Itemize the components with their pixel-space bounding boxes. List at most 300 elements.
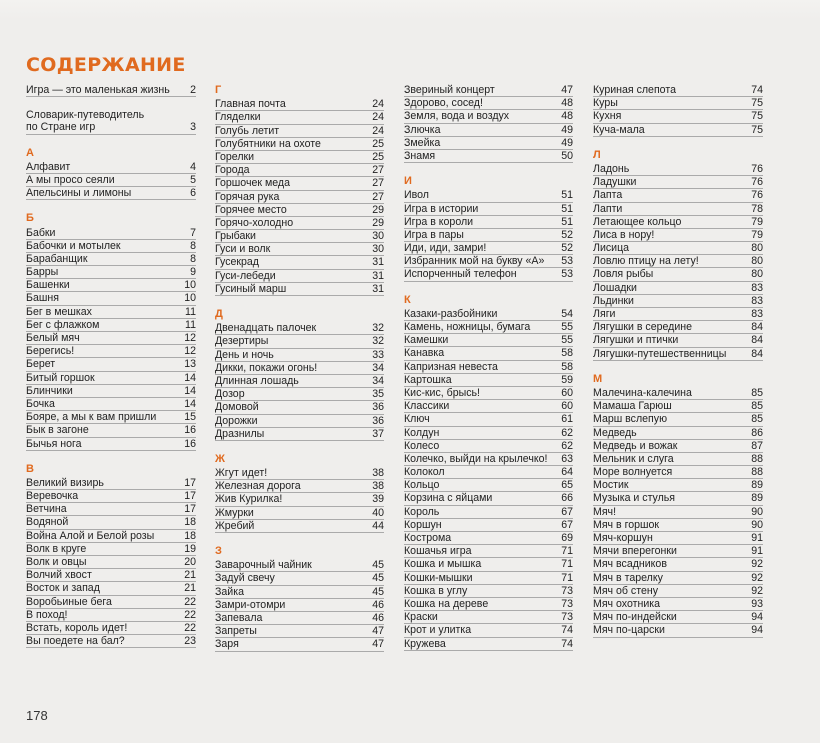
toc-entry	[593, 189, 763, 202]
entry-page: 74	[751, 84, 763, 96]
entry-page: 21	[184, 582, 196, 595]
toc-section	[26, 463, 196, 649]
toc-entry	[404, 387, 573, 400]
entry-page: 8	[190, 252, 196, 265]
entry-page: 51	[561, 202, 573, 215]
section-letter: А	[26, 146, 34, 159]
toc-entry	[26, 503, 196, 516]
entry-title: Железная дорога	[215, 480, 301, 493]
entry-page: 24	[372, 98, 384, 111]
entry-title: Колечко, выйди на крылечко!	[404, 452, 548, 465]
toc-section	[593, 84, 763, 137]
entry-title: Зайка	[215, 585, 244, 598]
entry-page: 71	[561, 558, 573, 571]
entry-title: Дозор	[215, 388, 245, 401]
entry-title: Барры	[26, 266, 59, 279]
entry-page: 22	[184, 621, 196, 634]
toc-section	[26, 212, 196, 450]
entry-title: Кошка на дереве	[404, 597, 489, 610]
entry-title: Волчий хвост	[26, 569, 92, 582]
entry-page: 47	[372, 638, 384, 651]
entry-title: по Стране игр	[26, 121, 96, 134]
entry-title: Города	[215, 164, 250, 177]
entry-title: Кошка в углу	[404, 584, 468, 597]
entry-title: Встать, король идет!	[26, 621, 128, 634]
entry-page: 8	[190, 239, 196, 252]
toc-entry	[593, 572, 763, 585]
section-letter: В	[26, 462, 34, 475]
entry-title: Блинчики	[26, 384, 73, 397]
entry-title: Дикки, покажи огонь!	[215, 361, 318, 374]
toc-entry	[215, 507, 384, 520]
entry-title: Гуси и волк	[215, 243, 271, 256]
entry-page: 4	[190, 160, 196, 173]
toc-entry	[215, 388, 384, 401]
entry-title: Голубь летит	[215, 124, 280, 137]
toc-entry	[593, 242, 763, 255]
toc-entry	[404, 479, 573, 492]
toc-entry	[593, 334, 763, 347]
toc-entry	[26, 543, 196, 556]
entry-page: 75	[751, 110, 763, 123]
entry-page: 65	[561, 479, 573, 492]
toc-entry	[593, 97, 763, 110]
entry-title: Великий визирь	[26, 476, 104, 489]
toc-entry	[593, 585, 763, 598]
entry-title: Казаки-разбойники	[404, 307, 498, 320]
entry-title: Ловля рыбы	[593, 268, 654, 281]
toc-section	[593, 149, 763, 361]
entry-page: 69	[561, 532, 573, 544]
section-letter: Л	[593, 148, 601, 161]
entry-page: 80	[751, 242, 763, 255]
section-letter: З	[215, 545, 222, 557]
toc-entry	[593, 203, 763, 216]
entry-title: Мяч по-царски	[593, 624, 665, 637]
entry-title: Знамя	[404, 149, 436, 162]
entry-page: 12	[184, 345, 196, 358]
entry-title: Здорово, сосед!	[404, 97, 483, 110]
entry-page: 14	[184, 397, 196, 410]
toc-entry	[404, 545, 573, 558]
entry-page: 88	[751, 452, 763, 465]
entry-title: Коршун	[404, 518, 442, 531]
entry-title: Камешки	[404, 334, 449, 347]
entry-title: Вы поедете на бал?	[26, 635, 125, 648]
toc-entry	[215, 230, 384, 243]
entry-title: Дразнилы	[215, 427, 265, 440]
entry-title: Корзина с яйцами	[404, 492, 493, 505]
entry-title: Кошачья игра	[404, 545, 472, 558]
entry-title: Гляделки	[215, 111, 261, 124]
section-letter: И	[404, 175, 412, 188]
entry-page: 89	[751, 479, 763, 492]
entry-page: 67	[561, 518, 573, 531]
entry-page: 83	[751, 294, 763, 307]
toc-entry	[593, 466, 763, 479]
entry-page: 75	[751, 97, 763, 110]
entry-title: Мяч!	[593, 505, 617, 518]
toc-entry	[404, 427, 573, 440]
entry-title: Летающее кольцо	[593, 215, 682, 228]
entry-title: Домовой	[215, 401, 259, 414]
entry-page: 49	[561, 136, 573, 149]
entry-page: 93	[751, 597, 763, 610]
entry-page: 14	[184, 384, 196, 397]
toc-entry	[593, 216, 763, 229]
entry-title: Лягушки в середине	[593, 321, 692, 334]
entry-title: Заря	[215, 638, 239, 651]
toc-entry	[404, 598, 573, 611]
entry-title: Колокол	[404, 466, 445, 479]
section-letter: Д	[215, 308, 223, 320]
entry-title: Игра в истории	[404, 202, 479, 215]
entry-title: Лапта	[593, 189, 623, 202]
entry-title: Марш вслепую	[593, 413, 668, 426]
toc-entry	[26, 424, 196, 437]
toc-entry	[404, 638, 573, 651]
toc-entry	[593, 255, 763, 268]
toc-entry	[215, 428, 384, 441]
toc-entry	[26, 398, 196, 411]
entry-page: 51	[561, 189, 573, 202]
toc-entry	[404, 216, 573, 229]
entry-title: Игра — это маленькая жизнь	[26, 84, 170, 96]
entry-title: Волк в круге	[26, 542, 87, 555]
entry-title: Избранник мой на букву «А»	[404, 255, 545, 268]
entry-page: 58	[561, 360, 573, 373]
entry-page: 24	[372, 124, 384, 137]
entry-page: 11	[185, 318, 196, 331]
entry-title: Жмурки	[215, 506, 254, 519]
entry-page: 25	[372, 150, 384, 163]
toc-section	[215, 84, 384, 296]
toc-entry	[404, 268, 573, 281]
toc-entry	[215, 625, 384, 638]
toc-entry	[215, 493, 384, 506]
toc-entry	[26, 332, 196, 345]
entry-page: 14	[184, 371, 196, 384]
entry-title: Ловлю птицу на лету!	[593, 255, 699, 268]
toc-entry	[593, 308, 763, 321]
entry-page: 36	[372, 401, 384, 414]
entry-title: Мамаша Гарюш	[593, 400, 672, 413]
entry-page: 55	[561, 321, 573, 333]
entry-page: 66	[561, 492, 573, 505]
entry-page: 76	[751, 176, 763, 189]
entry-page: 22	[184, 595, 196, 608]
entry-title: Задуй свечу	[215, 572, 275, 585]
toc-entry	[593, 413, 763, 426]
entry-page: 54	[561, 307, 573, 320]
toc-entry	[26, 556, 196, 569]
toc-entry	[215, 480, 384, 493]
entry-title: Горячо-холодно	[215, 216, 294, 229]
toc-entry	[215, 375, 384, 388]
entry-page: 90	[751, 518, 763, 531]
toc-entry	[26, 385, 196, 398]
toc-entry	[593, 427, 763, 440]
entry-page: 38	[372, 467, 384, 480]
entry-title: Малечина-калечина	[593, 386, 692, 399]
entry-title: Капризная невеста	[404, 360, 498, 373]
toc-entry	[215, 322, 384, 335]
toc-entry	[26, 187, 196, 200]
entry-page: 84	[751, 334, 763, 347]
entry-page: 10	[184, 292, 196, 305]
entry-title: Кошки-мышки	[404, 571, 473, 584]
toc-entry	[404, 492, 573, 505]
entry-page: 34	[372, 361, 384, 374]
entry-title: В поход!	[26, 608, 68, 621]
entry-page: 29	[372, 216, 384, 229]
entry-title: Кострома	[404, 532, 452, 544]
toc-entry	[404, 347, 573, 360]
entry-page: 49	[561, 123, 573, 136]
entry-title: Гусиный марш	[215, 282, 287, 295]
entry-page: 18	[184, 516, 196, 529]
entry-page: 75	[751, 123, 763, 136]
entry-page: 31	[372, 269, 384, 282]
entry-title: Ладушки	[593, 176, 637, 189]
entry-title: Восток и запад	[26, 582, 100, 595]
toc-entry	[404, 532, 573, 545]
entry-page: 11	[185, 305, 196, 318]
entry-page: 31	[372, 256, 384, 269]
toc-entry	[593, 545, 763, 558]
entry-title: Канавка	[404, 347, 445, 360]
entry-page: 16	[184, 424, 196, 437]
entry-page: 83	[751, 308, 763, 320]
entry-title: Барабанщик	[26, 252, 88, 265]
entry-page: 45	[372, 559, 384, 572]
toc-entry	[404, 203, 573, 216]
entry-title: Горелки	[215, 150, 255, 163]
entry-page: 92	[751, 571, 763, 584]
entry-page: 78	[751, 202, 763, 215]
entry-title: Грыбаки	[215, 230, 256, 243]
toc-entry	[26, 109, 196, 134]
toc-entry	[404, 624, 573, 637]
section-letter: М	[593, 372, 603, 385]
toc-entry	[404, 229, 573, 242]
toc-entry	[404, 255, 573, 268]
entry-title: Медведь и вожак	[593, 439, 678, 452]
entry-page: 34	[372, 374, 384, 387]
toc-entry	[26, 161, 196, 174]
toc-entry	[404, 453, 573, 466]
toc-entry	[404, 413, 573, 426]
entry-page: 52	[561, 242, 573, 255]
entry-title: Мяч в горшок	[593, 518, 660, 531]
toc-entry	[215, 612, 384, 625]
toc-entry	[593, 282, 763, 295]
entry-page: 47	[561, 84, 573, 96]
toc-section	[215, 453, 384, 533]
toc-entry	[215, 520, 384, 533]
entry-title: Ладонь	[593, 162, 630, 175]
entry-page: 60	[561, 400, 573, 413]
entry-page: 88	[751, 466, 763, 479]
toc-entry	[215, 349, 384, 362]
toc-entry	[26, 266, 196, 279]
entry-title-line1: Словарик-путеводитель	[26, 109, 145, 122]
toc-entry	[593, 492, 763, 505]
entry-page: 74	[561, 624, 573, 637]
toc-entry	[26, 596, 196, 609]
entry-page: 30	[372, 230, 384, 243]
toc-entry	[26, 240, 196, 253]
entry-page: 10	[184, 279, 196, 292]
toc-entry	[404, 242, 573, 255]
toc-entry	[593, 532, 763, 545]
entry-page: 32	[372, 335, 384, 348]
toc-entry	[215, 98, 384, 111]
entry-page: 83	[751, 281, 763, 294]
entry-title: Гусекрад	[215, 256, 259, 269]
toc-entry	[404, 361, 573, 374]
entry-title: Кис-кис, брысь!	[404, 386, 480, 399]
toc-entry	[26, 411, 196, 424]
toc-entry	[26, 279, 196, 292]
entry-page: 79	[751, 228, 763, 241]
entry-page: 24	[372, 111, 384, 124]
entry-page: 53	[561, 255, 573, 268]
toc-entry	[26, 227, 196, 240]
entry-title: Кружева	[404, 637, 446, 650]
toc-entry	[593, 176, 763, 189]
toc-entry	[593, 348, 763, 361]
toc-entry	[404, 572, 573, 585]
entry-title: Дорожки	[215, 414, 258, 427]
entry-title: Главная почта	[215, 98, 286, 111]
toc-entry	[404, 321, 573, 334]
toc-entry	[215, 586, 384, 599]
entry-title: Ключ	[404, 413, 430, 426]
toc-entry	[26, 582, 196, 595]
entry-title: Волк и овцы	[26, 556, 87, 569]
entry-page: 73	[561, 597, 573, 610]
toc-entry	[26, 516, 196, 529]
entry-title: Картошка	[404, 373, 452, 386]
entry-title: Мяч охотника	[593, 597, 661, 610]
entry-page: 3	[190, 121, 196, 134]
entry-title: Игра в короли	[404, 215, 474, 228]
toc-entry	[404, 585, 573, 598]
entry-title: Башня	[26, 292, 59, 305]
entry-page: 27	[372, 177, 384, 190]
toc-entry	[593, 321, 763, 334]
entry-page: 20	[184, 556, 196, 569]
toc-section	[404, 294, 573, 651]
toc-entry	[26, 319, 196, 332]
entry-page: 85	[751, 386, 763, 399]
entry-title: Камень, ножницы, бумага	[404, 321, 531, 333]
toc-entry	[404, 189, 573, 202]
entry-title: Мяч по-индейски	[593, 611, 677, 624]
toc-column-1	[26, 84, 196, 648]
entry-title: Куриная слепота	[593, 84, 676, 96]
entry-title: Кольцо	[404, 479, 440, 492]
entry-title: Ивол	[404, 189, 429, 202]
toc-entry	[404, 506, 573, 519]
entry-page: 17	[184, 503, 196, 516]
toc-entry	[593, 519, 763, 532]
entry-page: 94	[751, 624, 763, 637]
entry-page: 40	[372, 506, 384, 519]
entry-title: Классики	[404, 400, 450, 413]
section-letter: Б	[26, 212, 34, 225]
entry-page: 86	[751, 426, 763, 439]
toc-section	[26, 147, 196, 201]
toc-entry	[215, 256, 384, 269]
toc-entry	[593, 558, 763, 571]
entry-page: 37	[372, 427, 384, 440]
entry-title: Бабки	[26, 226, 56, 239]
entry-page: 5	[190, 173, 196, 186]
toc-entry	[26, 84, 196, 97]
entry-page: 91	[751, 545, 763, 558]
toc-entry	[215, 362, 384, 375]
toc-section	[404, 175, 573, 282]
entry-page: 27	[372, 164, 384, 177]
entry-page: 85	[751, 413, 763, 426]
toc-entry	[215, 599, 384, 612]
toc-entry	[593, 479, 763, 492]
entry-page: 73	[561, 584, 573, 597]
toc-entry	[26, 477, 196, 490]
section-letter: Ж	[215, 452, 225, 465]
toc-entry	[404, 611, 573, 624]
toc-entry	[593, 84, 763, 97]
toc-entry	[404, 308, 573, 321]
entry-title: Апельсины и лимоны	[26, 187, 132, 200]
toc-entry	[593, 163, 763, 176]
toc-entry	[404, 97, 573, 110]
toc-entry	[26, 530, 196, 543]
toc-entry	[593, 598, 763, 611]
entry-page: 17	[184, 490, 196, 503]
toc-entry	[404, 400, 573, 413]
toc-entry	[404, 84, 573, 97]
entry-title: Алфавит	[26, 160, 71, 173]
entry-page: 45	[372, 585, 384, 598]
toc-section	[26, 109, 196, 134]
toc-entry	[215, 401, 384, 414]
entry-page: 79	[751, 215, 763, 228]
entry-title: Бычья нога	[26, 437, 82, 450]
entry-title: Гуси-лебеди	[215, 269, 276, 282]
entry-page: 46	[372, 611, 384, 624]
page-top-edge	[0, 0, 820, 20]
entry-title: Бык в загоне	[26, 424, 89, 437]
entry-page: 48	[561, 97, 573, 110]
entry-title: Море волнуется	[593, 466, 673, 479]
entry-page: 13	[184, 358, 196, 371]
entry-page: 2	[190, 84, 196, 96]
entry-title: Белый мяч	[26, 332, 80, 345]
entry-title: Крот и улитка	[404, 624, 472, 637]
entry-title: Краски	[404, 611, 438, 624]
entry-title: Берет	[26, 358, 56, 371]
toc-entry	[215, 204, 384, 217]
toc-entry	[215, 243, 384, 256]
entry-page: 31	[372, 282, 384, 295]
entry-title: Медведь	[593, 426, 637, 439]
toc-entry	[26, 372, 196, 385]
entry-page: 21	[184, 569, 196, 582]
entry-page: 80	[751, 268, 763, 281]
